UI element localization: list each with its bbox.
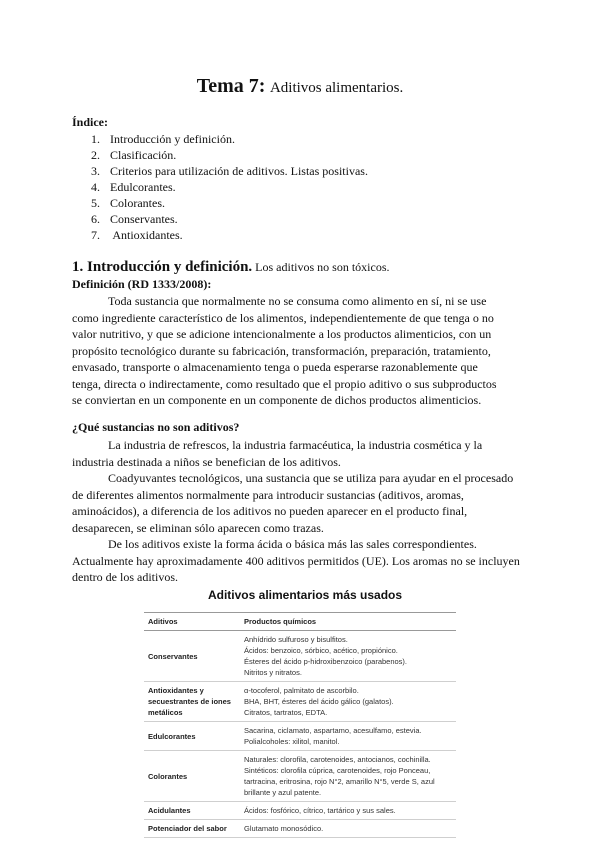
- row-products: α-tocoferol, palmitato de ascorbilo. BHA, BHT, ésteres del ácido gálico (galatos). Citratos, tartratos, EDTA.: [240, 682, 456, 722]
- row-category: Conservantes: [144, 631, 240, 682]
- row-products: Naturales: clorofila, carotenoides, antocianos, cochinilla. Sintéticos: clorofila cúprica, carotenoides, rojo Ponceau, tartracina, eritrosina, rojo N°2, amarillo N°5, verde S, azul brillante y azul patente.: [240, 751, 456, 802]
- table-row: [144, 722, 456, 751]
- additives-table: [144, 612, 456, 838]
- table-row: [144, 820, 456, 838]
- table-row: [144, 802, 456, 820]
- index-item: 6. Conservantes.: [91, 212, 178, 226]
- definition-paragraph: Toda sustancia que normalmente no se consuma como alimento en sí, ni se use como ingrediente característico de los alimentos, independientemente de que tenga o no valor nutritivo, y que se adicione intencionalmente a los productos alimenticios, con un propósito tecnológico durante su fabricación, transformación, preparación, tratamiento, envasado, transporte o almacenamiento tenga o pueda esperarse razonablemente que tenga, directa o indirectamente, como resultado que el propio aditivo o sus subproductos se conviertan en un componente en un componente de dichos productos alimenticios.: [72, 294, 497, 407]
- industry-paragraph: La industria de refrescos, la industria farmacéutica, la industria cosmética y la industria destinada a niños se benefician de los aditivos.: [72, 438, 483, 469]
- row-category: Edulcorantes: [144, 722, 240, 751]
- index-item: 3. Criterios para utilización de aditivos. Listas positivas.: [91, 164, 368, 178]
- index-item: 7. Antioxidantes.: [91, 228, 183, 242]
- index-heading: Índice:: [72, 115, 108, 129]
- table-header-row: [144, 613, 456, 631]
- index-item: 1. Introducción y definición.: [91, 132, 235, 146]
- row-category: Colorantes: [144, 751, 240, 802]
- index-item: 5. Colorantes.: [91, 196, 165, 210]
- title-tema: Tema 7:: [196, 75, 266, 97]
- row-products: Sacarina, ciclamato, aspartamo, acesulfamo, estevia. Polialcoholes: xilitol, manitol.: [240, 722, 456, 751]
- header-productos: Productos químicos: [240, 613, 456, 631]
- row-products: Ácidos: fosfórico, cítrico, tartárico y sus sales.: [240, 802, 456, 820]
- row-products: Glutamato monosódico.: [240, 820, 456, 838]
- table-row: [144, 751, 456, 802]
- definition-heading: Definición (RD 1333/2008):: [72, 277, 212, 291]
- table-row: [144, 682, 456, 722]
- index-list: [72, 131, 368, 243]
- row-category: Antioxidantes y secuestrantes de iones metálicos: [144, 682, 240, 722]
- section-1-heading: 1. Introducción y definición. Los aditivos no son tóxicos.: [72, 259, 390, 275]
- index-item: 4. Edulcorantes.: [91, 180, 176, 194]
- no-additives-heading: ¿Qué sustancias no son aditivos?: [72, 420, 240, 434]
- table-title: Aditivos alimentarios más usados: [207, 588, 403, 602]
- title-subtitle: Aditivos alimentarios.: [269, 80, 404, 96]
- row-category: Acidulantes: [144, 802, 240, 820]
- table-row: [144, 631, 456, 682]
- coadyuvantes-paragraph: Coadyuvantes tecnológicos, una sustancia que se utiliza para ayudar en el procesado de diferentes alimentos normalmente para introducir sustancias (aditivos, aromas, aminoácidos), a diferencia de los aditivos no pueden aparecer en el producto final, desaparecen, se eliminan sólo aparecen como trazas.: [72, 471, 514, 535]
- row-category: Potenciador del sabor: [144, 820, 240, 838]
- page-title: [0, 74, 600, 100]
- index-item: 2. Clasificación.: [91, 148, 177, 162]
- row-products: Anhídrido sulfuroso y bisulfitos. Ácidos: benzoico, sórbico, acético, propiónico. Ésteres del ácido p-hidroxibenzoico (parabenos). Nitritos y nitratos.: [240, 631, 456, 682]
- forms-paragraph: De los aditivos existe la forma ácida o básica más las sales correspondientes. Actualmente hay aproximadamente 400 aditivos permitidos (UE). Los aromas no se incluyen dentro de los aditivos.: [72, 537, 520, 584]
- header-aditivos: Aditivos: [144, 613, 240, 631]
